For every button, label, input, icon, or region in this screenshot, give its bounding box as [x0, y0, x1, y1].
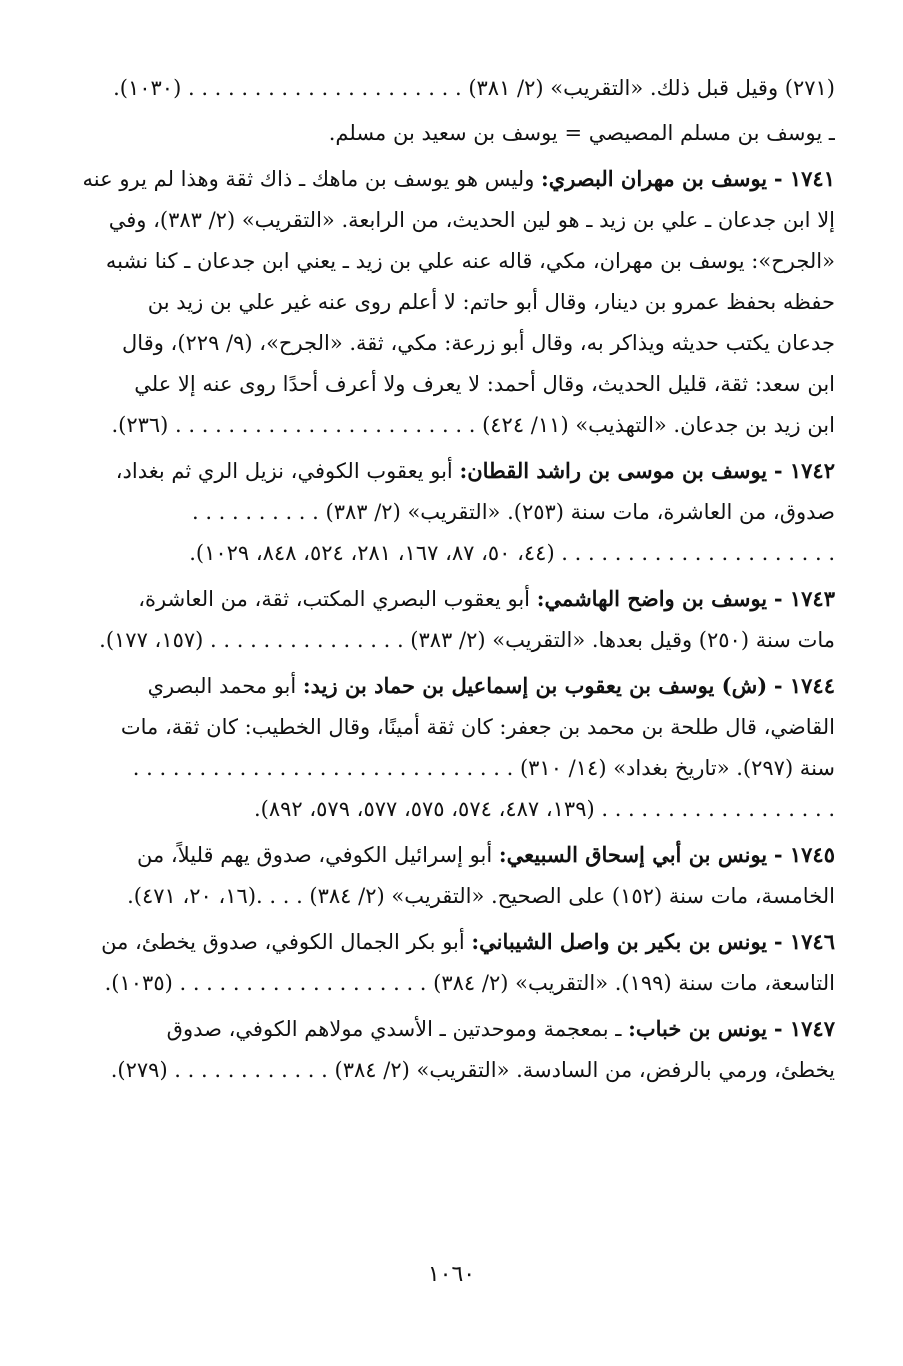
entry-text: وليس هو يوسف بن ماهك ـ ذاك ثقة وهذا لم يرو عنه: [82, 167, 542, 191]
text-line: «الجرح»: يوسف بن مهران، مكي، قاله عنه علي بن زيد ـ يعني ابن جدعان ـ كنا نشبه: [105, 249, 835, 273]
entry-text: أبو بكر الجمال الكوفي، صدوق يخطئ، من: [101, 930, 472, 954]
text-line: مات سنة (٢٥٠) وقيل بعدها. «التقريب» (٢/ ٣٨٣) . . . . . . . . . . . . . . . (١٥٧، ١٧٧).: [99, 628, 835, 652]
entry-text: أبو إسرائيل الكوفي، صدوق يهم قليلاً، من: [137, 843, 499, 867]
entry-1747: [68, 1008, 835, 1091]
entry-number: ١٧٤٧ -: [773, 1016, 835, 1041]
page-body: [68, 68, 835, 1091]
entry-text: أبو يعقوب الكوفي، نزيل الري ثم بغداد،: [115, 459, 460, 483]
entry-name: يونس بن خباب:: [628, 1016, 768, 1041]
text-line: (٢٧١) وقيل قبل ذلك. «التقريب» (٢/ ٣٨١) . . . . . . . . . . . . . . . . . . . . . (١٠٣٠).: [113, 76, 835, 100]
entry-name: يوسف بن موسى بن راشد القطان:: [459, 458, 768, 483]
cross-reference-paragraph: [68, 113, 835, 154]
entry-heading-line: [68, 834, 835, 876]
text-line: حفظه بحفظ عمرو بن دينار، وقال أبو حاتم: لا أعلم روى عنه غير علي بن زيد بن: [147, 290, 835, 314]
entry-1741: [68, 158, 835, 446]
text-line: إلا ابن جدعان ـ علي بن زيد ـ هو لين الحديث، من الرابعة. «التقريب» (٢/ ٣٨٣)، وفي: [108, 208, 835, 232]
text-line: . . . . . . . . . . . . . . . . . . (١٣٩، ٤٨٧، ٥٧٤، ٥٧٥، ٥٧٧، ٥٧٩، ٨٩٢).: [253, 797, 835, 821]
entry-text: أبو يعقوب البصري المكتب، ثقة، من العاشرة،: [138, 587, 537, 611]
entry-1745: [68, 834, 835, 917]
entry-name: (ش) يوسف بن يعقوب بن إسماعيل بن حماد بن زيد:: [302, 673, 768, 698]
entry-number: ١٧٤٦ -: [773, 929, 835, 954]
entry-number: ١٧٤٢ -: [773, 458, 835, 483]
entry-heading-line: [68, 1008, 835, 1050]
entry-name: يوسف بن واضح الهاشمي:: [536, 586, 768, 611]
entry-heading-line: [68, 665, 835, 707]
text-line: صدوق، من العاشرة، مات سنة (٢٥٣). «التقريب» (٢/ ٣٨٣) . . . . . . . . . .: [191, 500, 835, 524]
entry-name: يونس بن بكير بن واصل الشيباني:: [471, 929, 768, 954]
entry-number: ١٧٤٥ -: [773, 842, 835, 867]
entry-name: يوسف بن مهران البصري:: [541, 166, 768, 191]
entry-1743: [68, 578, 835, 661]
text-line: سنة (٢٩٧). «تاريخ بغداد» (١٤/ ٣١٠) . . . . . . . . . . . . . . . . . . . . . . . . . . . . .: [132, 756, 835, 780]
text-line: ابن سعد: ثقة، قليل الحديث، وقال أحمد: لا يعرف ولا أعرف أحدًا روى عنه إلا علي: [134, 372, 835, 396]
entry-heading-line: [68, 158, 835, 200]
continuation-paragraph: [68, 68, 835, 109]
entry-heading-line: [68, 450, 835, 492]
entry-number: ١٧٤١ -: [773, 166, 835, 191]
entry-text: ـ بمعجمة وموحدتين ـ الأسدي مولاهم الكوفي، صدوق: [166, 1017, 629, 1041]
entry-heading-line: [68, 921, 835, 963]
page-number: ١٠٦٠: [427, 1262, 476, 1287]
entry-name: يونس بن أبي إسحاق السبيعي:: [498, 842, 768, 867]
text-line: يخطئ، ورمي بالرفض، من السادسة. «التقريب» (٢/ ٣٨٤) . . . . . . . . . . . . (٢٧٩).: [110, 1058, 835, 1082]
entry-number: ١٧٤٤ -: [773, 673, 835, 698]
text-line: جدعان يكتب حديثه ويذاكر به، وقال أبو زرعة: مكي، ثقة. «الجرح»، (٩/ ٢٢٩)، وقال: [122, 331, 835, 355]
entry-text: أبو محمد البصري: [147, 674, 303, 698]
text-line: . . . . . . . . . . . . . . . . . . . . . (٤٤، ٥٠، ٨٧، ١٦٧، ٢٨١، ٥٢٤، ٨٤٨، ١٠٢٩).: [189, 541, 835, 565]
text-line: القاضي، قال طلحة بن محمد بن جعفر: كان ثقة أمينًا، وقال الخطيب: كان ثقة، مات: [120, 715, 835, 739]
text-line: ابن زيد بن جدعان. «التهذيب» (١١/ ٤٢٤) . . . . . . . . . . . . . . . . . . . . . . . (٢٣٦).: [111, 413, 835, 437]
text-line: ـ يوسف بن مسلم المصيصي = يوسف بن سعيد بن مسلم.: [328, 121, 835, 145]
entry-1744: [68, 665, 835, 830]
entry-1746: [68, 921, 835, 1004]
text-line: الخامسة، مات سنة (١٥٢) على الصحيح. «التقريب» (٢/ ٣٨٤) . . . .(١٦، ٢٠، ٤٧١).: [127, 884, 835, 908]
entry-heading-line: [68, 578, 835, 620]
entry-number: ١٧٤٣ -: [773, 586, 835, 611]
text-line: التاسعة، مات سنة (١٩٩). «التقريب» (٢/ ٣٨٤) . . . . . . . . . . . . . . . . . . . (١٠٣٥).: [104, 971, 835, 995]
entry-1742: [68, 450, 835, 574]
